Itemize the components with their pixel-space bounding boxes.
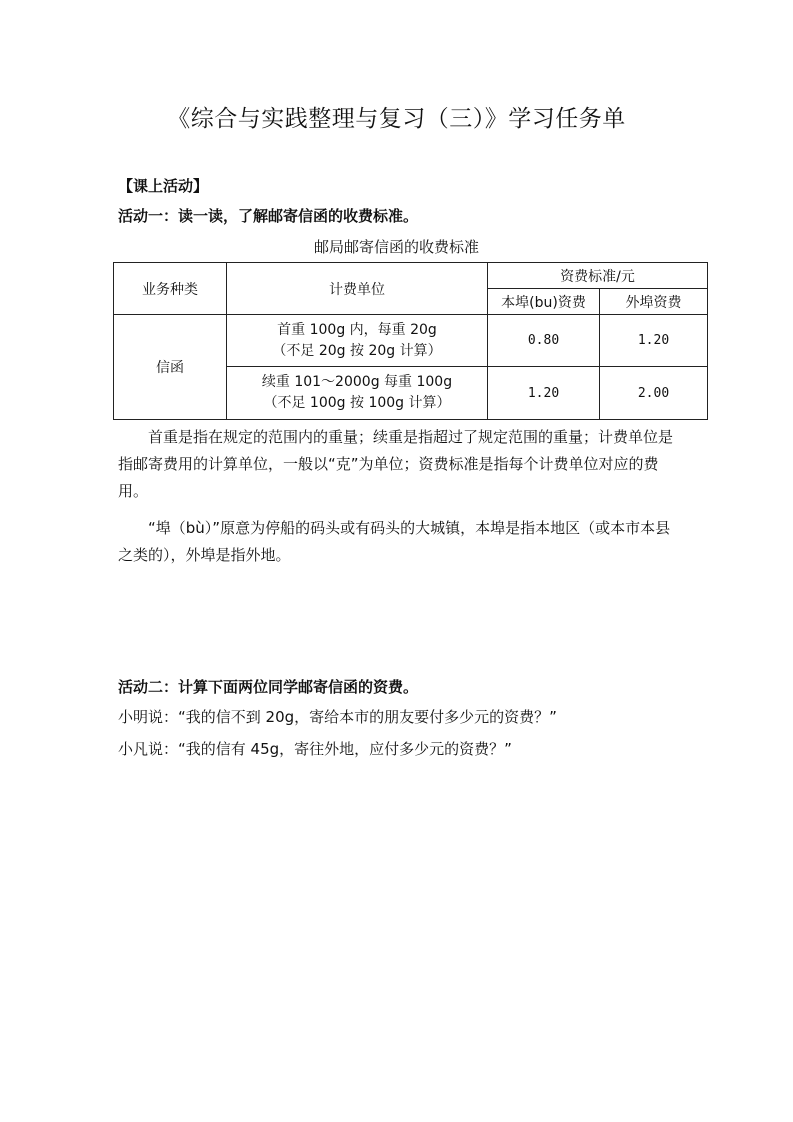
- header-billing-unit: 计费单位: [227, 263, 488, 315]
- header-remote-fee: 外埠资费: [600, 289, 708, 315]
- xiaofan-question: 小凡说：“我的信有 45g，寄往外地，应付多少元的资费？”: [118, 740, 512, 758]
- section-label: 【课上活动】: [118, 177, 209, 195]
- cell-service-letter: 信函: [114, 315, 227, 420]
- explanation-bu: [118, 515, 680, 569]
- extra-weight-note: （不足 100g 按 100g 计算）: [263, 395, 451, 411]
- cell-first-weight-unit: [227, 315, 488, 367]
- cell-extra-weight-unit: [227, 367, 488, 420]
- header-service-type: 业务种类: [114, 263, 227, 315]
- activity-one-heading: 活动一：读一读，了解邮寄信函的收费标准。: [118, 207, 419, 225]
- table-row: [114, 263, 708, 289]
- page-title: 《综合与实践整理与复习（三）》学习任务单: [167, 106, 626, 132]
- fee-table: [113, 262, 708, 420]
- cell-first-local-fee: 0.80: [488, 315, 600, 367]
- table-row: [114, 315, 708, 367]
- first-weight-rule: 首重 100g 内，每重 20g: [277, 321, 437, 338]
- first-weight-note: （不足 20g 按 20g 计算）: [272, 342, 442, 359]
- explanation-terms: [118, 424, 680, 505]
- activity-two-heading: 活动二：计算下面两位同学邮寄信函的资费。: [118, 678, 419, 696]
- explanation-terms-text: 首重是指在规定的范围内的重量；续重是指超过了规定范围的重量；计费单位是指邮寄费用的计算单位，一般以“克”为单位；资费标准是指每个计费单位对应的费用。: [118, 428, 674, 500]
- cell-extra-remote-fee: 2.00: [600, 367, 708, 420]
- cell-extra-local-fee: 1.20: [488, 367, 600, 420]
- xiaoming-question: 小明说：“我的信不到 20g，寄给本市的朋友要付多少元的资费？”: [118, 708, 557, 726]
- header-local-fee: 本埠(bu)资费: [488, 289, 600, 315]
- extra-weight-rule: 续重 101～2000g 每重 100g: [261, 374, 453, 390]
- header-fee-standard: 资费标准/元: [488, 263, 708, 289]
- explanation-bu-text: “埠（bù）”原意为停船的码头或有码头的大城镇，本埠是指本地区（或本市本县之类的），外埠是指外地。: [118, 519, 671, 564]
- cell-first-remote-fee: 1.20: [600, 315, 708, 367]
- table-caption: 邮局邮寄信函的收费标准: [313, 238, 479, 256]
